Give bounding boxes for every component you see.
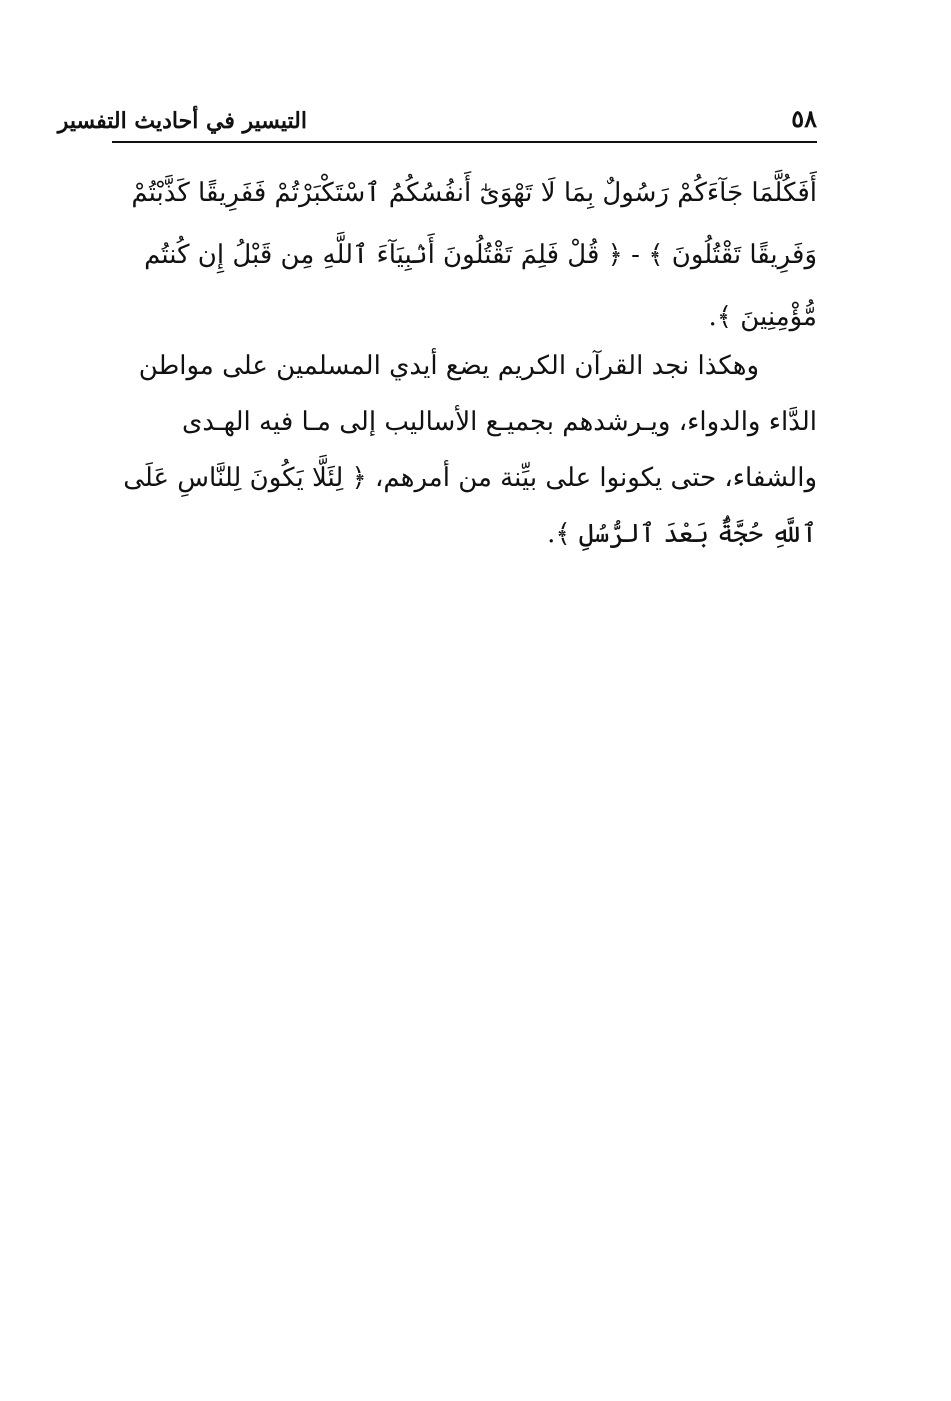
paragraph-line: ٱللَّهِ حُجَّةٌۢ بَعْدَ ٱلرُّسُلِ ﴾. — [547, 519, 817, 549]
quran-verse-block — [112, 162, 817, 348]
paragraph-line: وهكذا نجد القرآن الكريم يضع أيدي المسلمين على مواطن — [138, 351, 759, 381]
verse-line: مُّؤْمِنِينَ ﴾. — [708, 302, 817, 332]
page-number: ٥٨ — [791, 104, 817, 133]
verse-line: أَفَكُلَّمَا جَآءَكُمْ رَسُولٌ بِمَا لَا تَهْوَىٰٓ أَنفُسُكُمُ ٱسْتَكْبَرْتُمْ فَفَرِيقًا كَذَّبْتُمْ — [131, 178, 817, 208]
running-header — [57, 104, 817, 138]
verse-line: وَفَرِيقًا تَقْتُلُونَ ﴾ - ﴿ قُلْ فَلِمَ تَقْتُلُونَ أَنۢبِيَآءَ ٱللَّهِ مِن قَبْلُ إِن كُنتُم — [144, 240, 817, 270]
paragraph-line: والشفاء، حتى يكونوا على بيِّنة من أمرهم، ﴿ لِئَلَّا يَكُونَ لِلنَّاسِ عَلَى — [123, 463, 817, 493]
paragraph-line: الدَّاء والدواء، ويـرشدهم بجميـع الأساليب إلى مـا فيه الهـدى — [182, 407, 817, 437]
header-rule — [112, 141, 817, 143]
body-paragraph — [112, 338, 817, 562]
running-title: التيسير في أحاديث التفسير — [57, 108, 307, 134]
